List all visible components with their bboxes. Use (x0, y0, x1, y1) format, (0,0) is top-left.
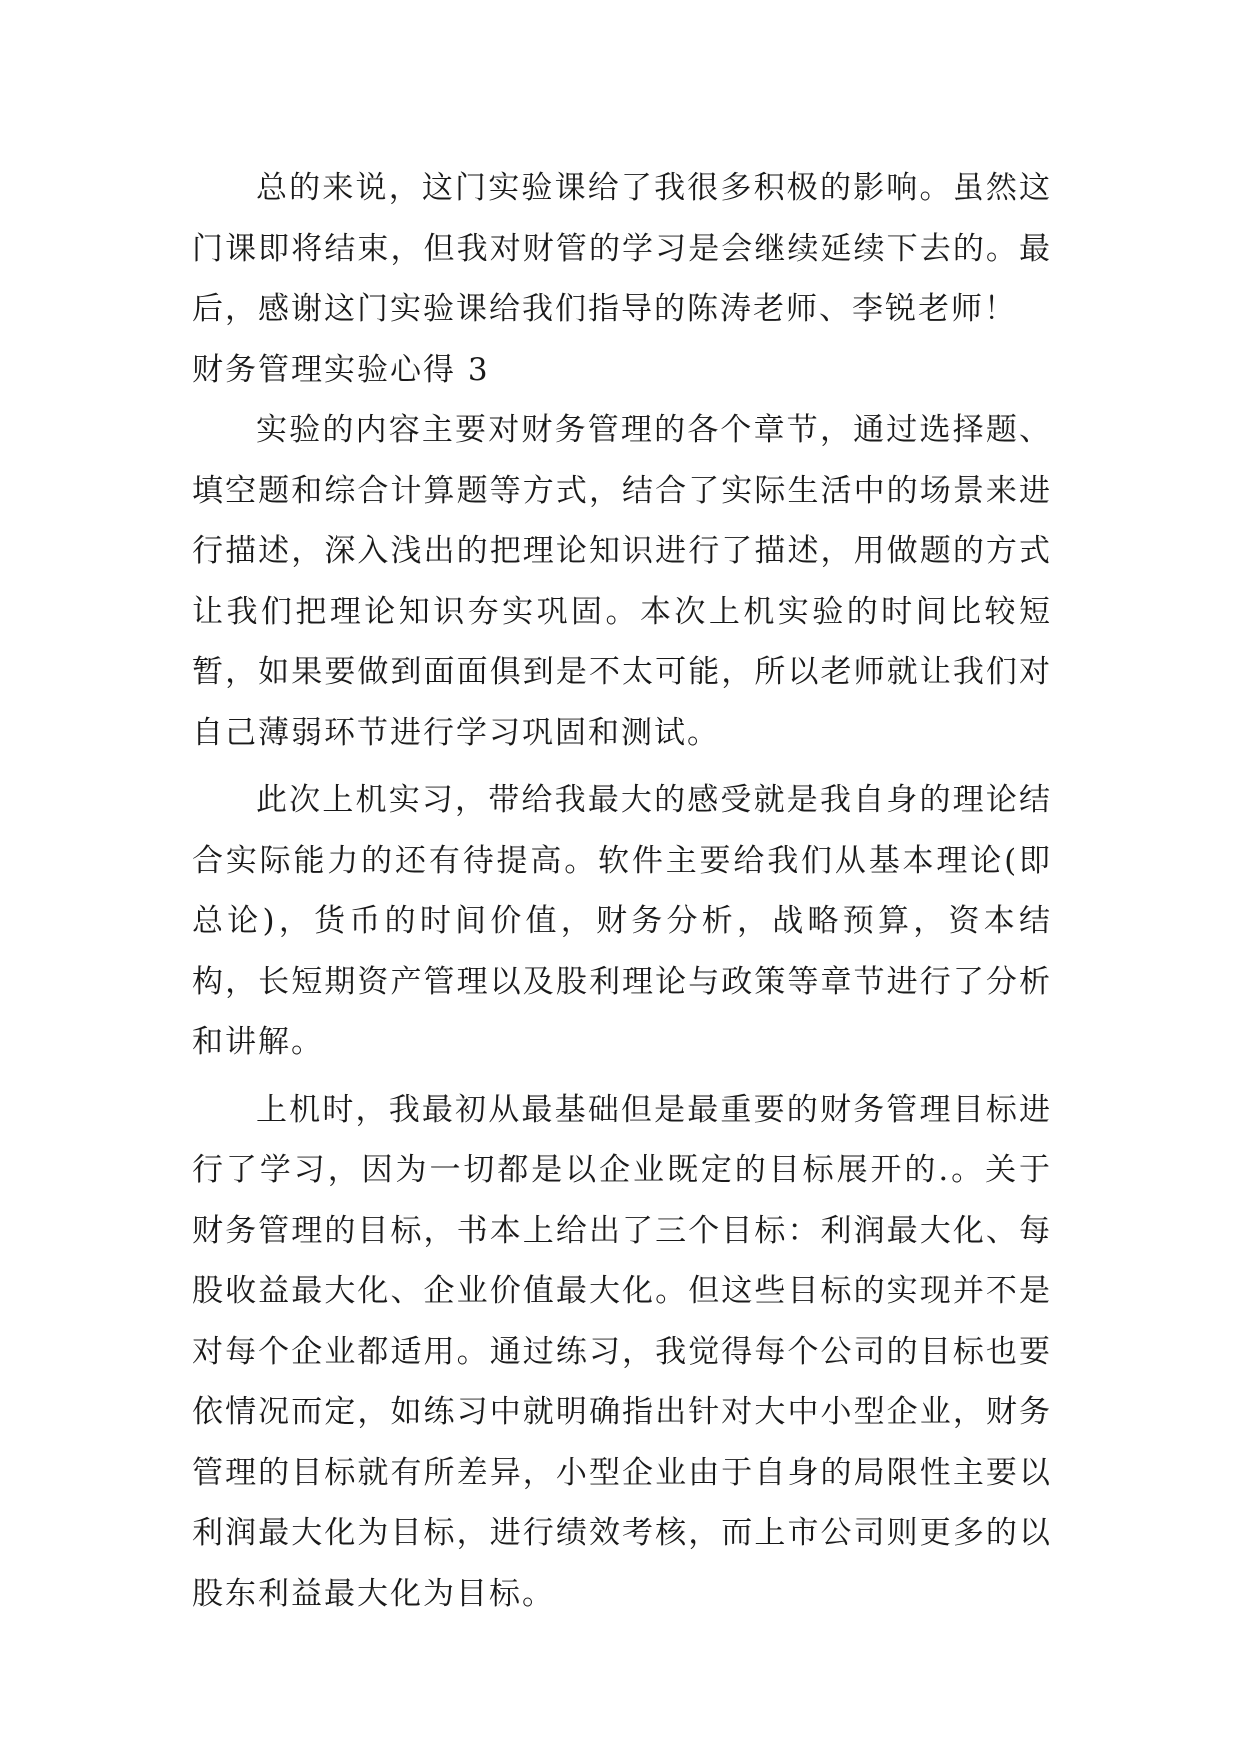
paragraph-experiment-content: 实验的内容主要对财务管理的各个章节，通过选择题、填空题和综合计算题等方式，结合了实际生活中的场景来进行描述，深入浅出的把理论知识进行了描述，用做题的方式让我们把理论知识夯实巩固。本次上机实验的时间比较短暂，如果要做到面面俱到是不太可能，所以老师就让我们对自己薄弱环节进行学习巩固和测试。 (192, 412, 1052, 751)
document-body (192, 158, 1052, 1624)
section-heading: 财务管理实验心得 3 (192, 351, 490, 388)
paragraph-practice-feeling: 此次上机实习，带给我最大的感受就是我自身的理论结合实际能力的还有待提高。软件主要给我们从基本理论(即总论)，货币的时间价值，财务分析，战略预算，资本结构，长短期资产管理以及股利理论与政策等章节进行了分析和讲解。 (192, 782, 1052, 1060)
closing-paragraph: 总的来说，这门实验课给了我很多积极的影响。虽然这门课即将结束，但我对财管的学习是会继续延续下去的。最后，感谢这门实验课给我们指导的陈涛老师、李锐老师！ (192, 170, 1052, 327)
paragraph-management-goals: 上机时，我最初从最基础但是最重要的财务管理目标进行了学习，因为一切都是以企业既定的目标展开的.。关于财务管理的目标，书本上给出了三个目标：利润最大化、每股收益最大化、企业价值最大化。但这些目标的实现并不是对每个企业都适用。通过练习，我觉得每个公司的目标也要依情况而定，如练习中就明确指出针对大中小型企业，财务管理的目标就有所差异，小型企业由于自身的局限性主要以利润最大化为目标，进行绩效考核，而上市公司则更多的以股东利益最大化为目标。 (192, 1091, 1052, 1612)
